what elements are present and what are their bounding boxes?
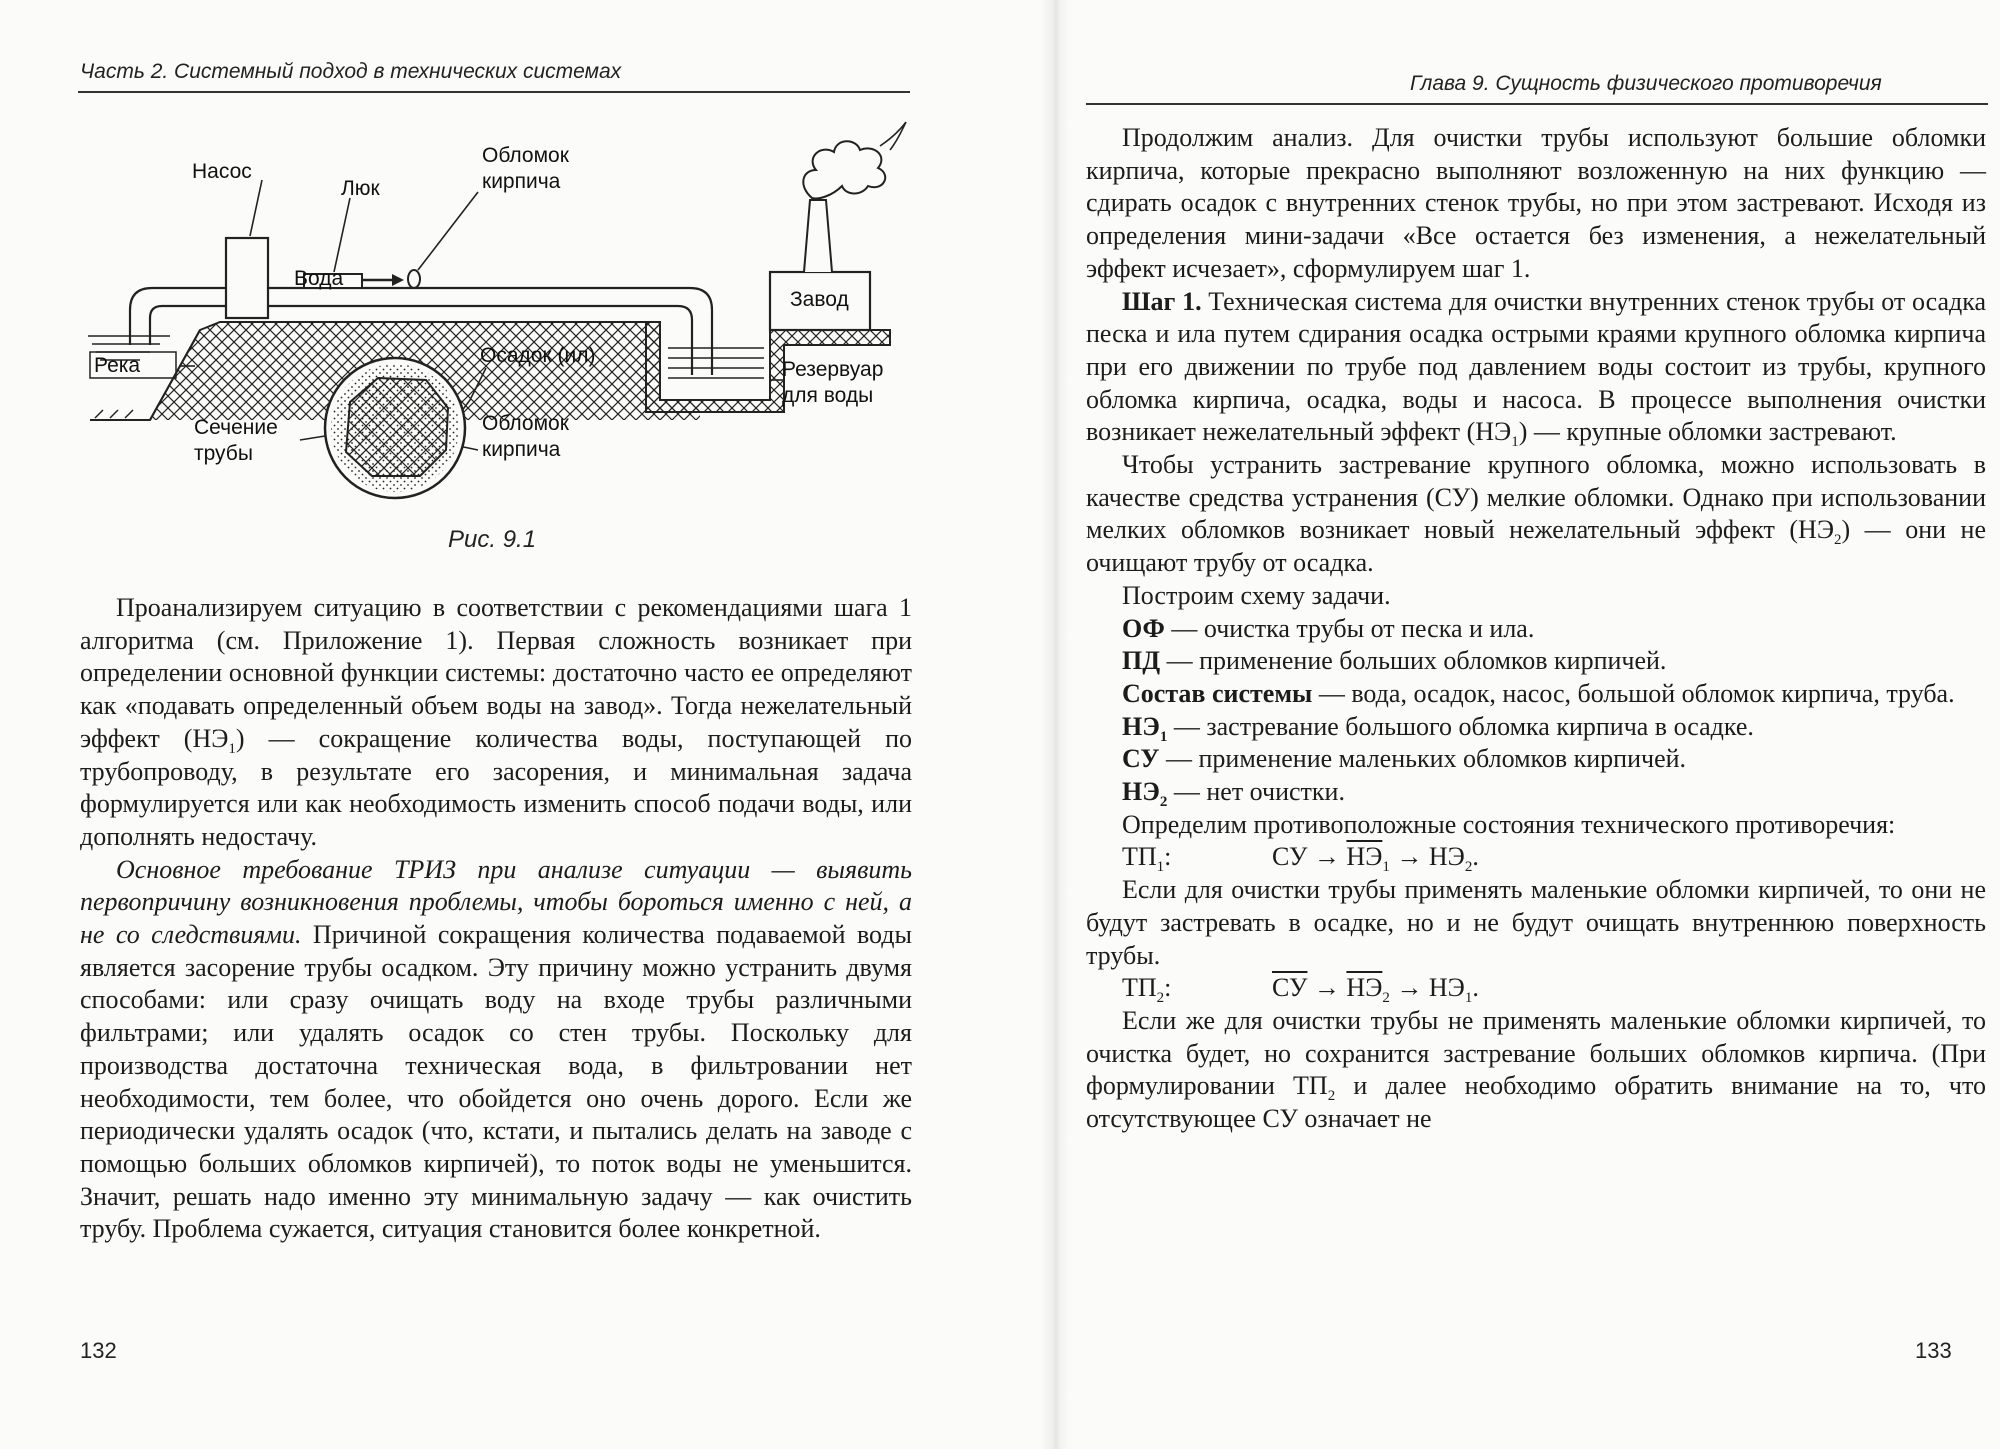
label-pump: Насос bbox=[192, 160, 252, 183]
right-paragraph-7: Если же для очистки трубы не применять маленькие обломки кирпичей, то очистка будет, но сохранится застревание больших обломков кирпича. (При формулировании $ТП_2$ и далее необходимо обратить внимание на то, что отсутствующее СУ означает не bbox=[1086, 1005, 1987, 1134]
chimney-smoke bbox=[803, 141, 885, 198]
label-sediment: Осадок (ил) bbox=[480, 344, 596, 367]
label-river: Река bbox=[94, 354, 141, 377]
label-reservoir-1: Резервуар bbox=[782, 358, 884, 381]
pd-line: ПД — применение больших обломков кирпичей. bbox=[1122, 646, 1667, 676]
right-page bbox=[1070, 0, 2000, 1449]
tp2-formula: $ТП_2$: СУ → $НЭ_2 \to НЭ_1$. bbox=[1122, 973, 1479, 1007]
right-paragraph-3: Чтобы устранить застревание крупного обломка, можно использовать в качестве средства устранения (СУ) мелкие обломки. Однако при использовании мелких обломков возникает новый нежелательный эффект $(НЭ_2)$ — они не очищают трубу от осадка. bbox=[1086, 450, 1986, 578]
label-section-1: Сечение bbox=[194, 416, 278, 439]
right-body-text bbox=[1086, 122, 1986, 1136]
left-paragraph-2: Основное требование ТРИЗ при анализе ситуации — выявить первопричину возникновения проблемы, чтобы бороться именно с ней, а не со следствиями. Причиной сокращения количества подаваемой воды является засорение трубы осадком. Эту причину можно устранить двумя способами: или сразу очищать воду на входе трубы различными фильтрами; или удалять осадок со стен трубы. Поскольку для производства достаточна техническая вода, в фильтровании нет необходимости, тем более, что обойдется оно очень дорого. Если же периодически удалять осадок (что, кстати, и пытались делать на заводе с помощью больших обломков кирпичей), то поток воды не уменьшится. Значит, решать надо именно эту минимальную задачу — как очистить трубу. Проблема сужается, ситуация становится более конкретной. bbox=[80, 854, 912, 1244]
left-body-text bbox=[80, 592, 912, 1246]
label-water: Вода bbox=[294, 267, 344, 290]
right-paragraph-1: Продолжим анализ. Для очистки трубы используют большие обломки кирпича, которые прекрасно выполняют возложенную на них функцию — сдирать осадок с внутренних стенок трубы, но при этом застревают. Исходя из определения мини-задачи «Все остается без изменения, а нежелательный эффект исчезает», сформулируем шаг 1. bbox=[1086, 123, 1986, 283]
plant-chimney bbox=[804, 200, 832, 272]
right-header-rule bbox=[1086, 103, 1988, 105]
left-running-head: Часть 2. Системный подход в технических системах bbox=[80, 60, 622, 83]
label-hatch: Люк bbox=[341, 177, 380, 200]
left-paragraph-1: Проанализируем ситуацию в соответствии с рекомендациями шага 1 алгоритма (см. Приложение 1). Первая сложность возникает при определении основной функции системы: достаточно часто ее определяют как «подавать определенный объем воды на завод». Тогда нежелательный эффект $(НЭ_1)$ — сокращение количества воды, поступающей по трубопроводу, в результате его засорения, и минимальная задача формулируется или как необходимость изменить способ подачи воды, или дополнять недостачу. bbox=[80, 593, 912, 851]
left-header-rule bbox=[78, 91, 910, 93]
reservoir-water bbox=[668, 348, 764, 378]
label-reservoir-2: для воды bbox=[782, 384, 874, 407]
book-gutter-shadow bbox=[1040, 0, 1070, 1449]
right-running-head: Глава 9. Сущность физического противоречия bbox=[1410, 72, 1882, 95]
brick-in-pipe bbox=[408, 270, 420, 288]
label-brick-top-1: Обломок bbox=[482, 144, 569, 167]
label-section-2: трубы bbox=[194, 442, 253, 465]
ne2-line: $НЭ_2$ — нет очистки. bbox=[1122, 777, 1345, 811]
system-composition-line: Состав системы — вода, осадок, насос, большой обломок кирпича, труба. bbox=[1122, 678, 1955, 708]
figure-caption: Рис. 9.1 bbox=[448, 526, 537, 553]
su-line: СУ — применение маленьких обломков кирпичей. bbox=[1122, 744, 1687, 774]
pump-box bbox=[226, 238, 268, 318]
tp1-formula: $ТП_1$: СУ → $НЭ_1 \to НЭ_2$. bbox=[1122, 842, 1479, 876]
right-paragraph-4: Построим схему задачи. bbox=[1122, 580, 1391, 610]
label-brick-bottom-2: кирпича bbox=[482, 438, 561, 461]
label-plant: Завод bbox=[790, 288, 849, 311]
of-line: ОФ — очистка трубы от песка и ила. bbox=[1122, 613, 1535, 643]
step-1-paragraph: Шаг 1. Техническая система для очистки внутренних стенок трубы от осадка песка и ила путем сдирания осадка острыми краями крупного обломка кирпича при его движении по трубе под давлением воды состоит из трубы, крупного обломка кирпича, осадка, воды и насоса. В процессе выполнения очистки возникает нежелательный эффект $(НЭ_1)$ — крупные обломки застревают. bbox=[1086, 286, 1986, 451]
brick-in-section bbox=[346, 378, 448, 476]
triz-requirement-italic: Основное требование ТРИЗ при анализе ситуации — выявить первопричину возникновения проблемы, чтобы бороться именно с ней, а не со следствиями. bbox=[80, 854, 912, 950]
ne1-line: $НЭ_1$ — застревание большого обломка кирпича в осадке. bbox=[1122, 711, 1754, 745]
right-paragraph-5: Определим противоположные состояния технического противоречия: bbox=[1122, 809, 1896, 839]
left-page-number: 132 bbox=[80, 1338, 117, 1363]
label-brick-top-2: кирпича bbox=[482, 170, 561, 193]
right-page-number: 133 bbox=[1915, 1338, 1952, 1363]
right-paragraph-6: Если для очистки трубы применять маленькие обломки кирпичей, то они не будут застревать в осадке, но и не будут очищать внутреннюю поверхность трубы. bbox=[1086, 875, 1986, 970]
label-brick-bottom-1: Обломок bbox=[482, 412, 569, 435]
figure-pipeline-diagram bbox=[80, 115, 920, 465]
